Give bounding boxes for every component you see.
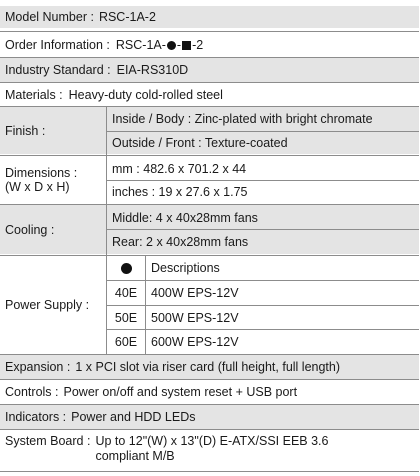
expansion-label: Expansion : xyxy=(5,360,71,374)
divider xyxy=(0,31,419,32)
order-information-label: Order Information : xyxy=(5,38,110,52)
column-divider xyxy=(145,256,146,354)
controls-row xyxy=(0,380,419,404)
cooling-middle: Middle: 4 x 40x28mm fans xyxy=(112,210,258,225)
expansion-row xyxy=(0,355,419,379)
system-board-value xyxy=(95,434,328,464)
controls-label: Controls : xyxy=(5,385,59,399)
power-supply-desc: 500W EPS-12V xyxy=(151,310,239,325)
finish-outside: Outside / Front : Texture-coated xyxy=(112,136,288,150)
industry-standard-value: EIA-RS310D xyxy=(116,63,189,77)
system-board-row xyxy=(0,430,419,470)
cooling-label: Cooling : xyxy=(5,222,55,237)
column-divider xyxy=(106,107,107,354)
model-number-row xyxy=(0,6,419,28)
power-supply-code: 60E xyxy=(114,334,138,349)
order-information-prefix: RSC-1A- xyxy=(115,38,166,52)
indicators-label: Indicators : xyxy=(5,410,67,424)
system-board-label: System Board : xyxy=(5,434,91,448)
dimensions-label: Dimensions : xyxy=(5,165,78,180)
dimensions-inches: inches : 19 x 27.6 x 1.75 xyxy=(112,185,248,199)
finish-label: Finish : xyxy=(5,123,46,138)
power-supply-desc: 600W EPS-12V xyxy=(151,334,239,349)
indicators-value: Power and HDD LEDs xyxy=(71,410,196,424)
materials-row xyxy=(0,83,419,106)
finish-inside: Inside / Body : Zinc-plated with bright chromate xyxy=(112,112,373,126)
order-information-suffix: -2 xyxy=(192,38,204,52)
dimensions-mm: mm : 482.6 x 701.2 x 44 xyxy=(112,161,247,176)
black-square-icon xyxy=(182,41,191,50)
system-board-value-line1: Up to 12"(W) x 13"(D) E-ATX/SSI EEB 3.6 xyxy=(95,434,329,448)
expansion-value: 1 x PCI slot via riser card (full height, full length) xyxy=(75,360,341,374)
divider xyxy=(0,471,419,472)
power-supply-code: 50E xyxy=(114,310,138,325)
power-supply-desc: 400W EPS-12V xyxy=(151,286,239,300)
power-supply-symbol-header xyxy=(107,256,145,280)
model-number-value: RSC-1A-2 xyxy=(98,10,156,24)
order-information-row: Order Information : RSC-1A- - -2 xyxy=(0,33,419,57)
black-circle-icon xyxy=(121,263,132,274)
black-circle-icon xyxy=(167,41,176,50)
cooling-rear: Rear: 2 x 40x28mm fans xyxy=(112,235,249,249)
materials-value: Heavy-duty cold-rolled steel xyxy=(68,87,223,102)
dimensions-sublabel: (W x D x H) xyxy=(5,179,70,194)
power-supply-code: 40E xyxy=(114,286,138,300)
power-supply-label: Power Supply : xyxy=(5,297,90,312)
materials-label: Materials : xyxy=(5,87,63,102)
model-number-label: Model Number : xyxy=(5,10,94,24)
industry-standard-label: Industry Standard : xyxy=(5,63,111,77)
controls-value: Power on/off and system reset + USB port xyxy=(63,385,298,399)
indicators-row xyxy=(0,405,419,429)
system-board-value-line2: compliant M/B xyxy=(95,449,175,463)
power-supply-header: Descriptions xyxy=(151,261,220,275)
industry-standard-row xyxy=(0,58,419,82)
